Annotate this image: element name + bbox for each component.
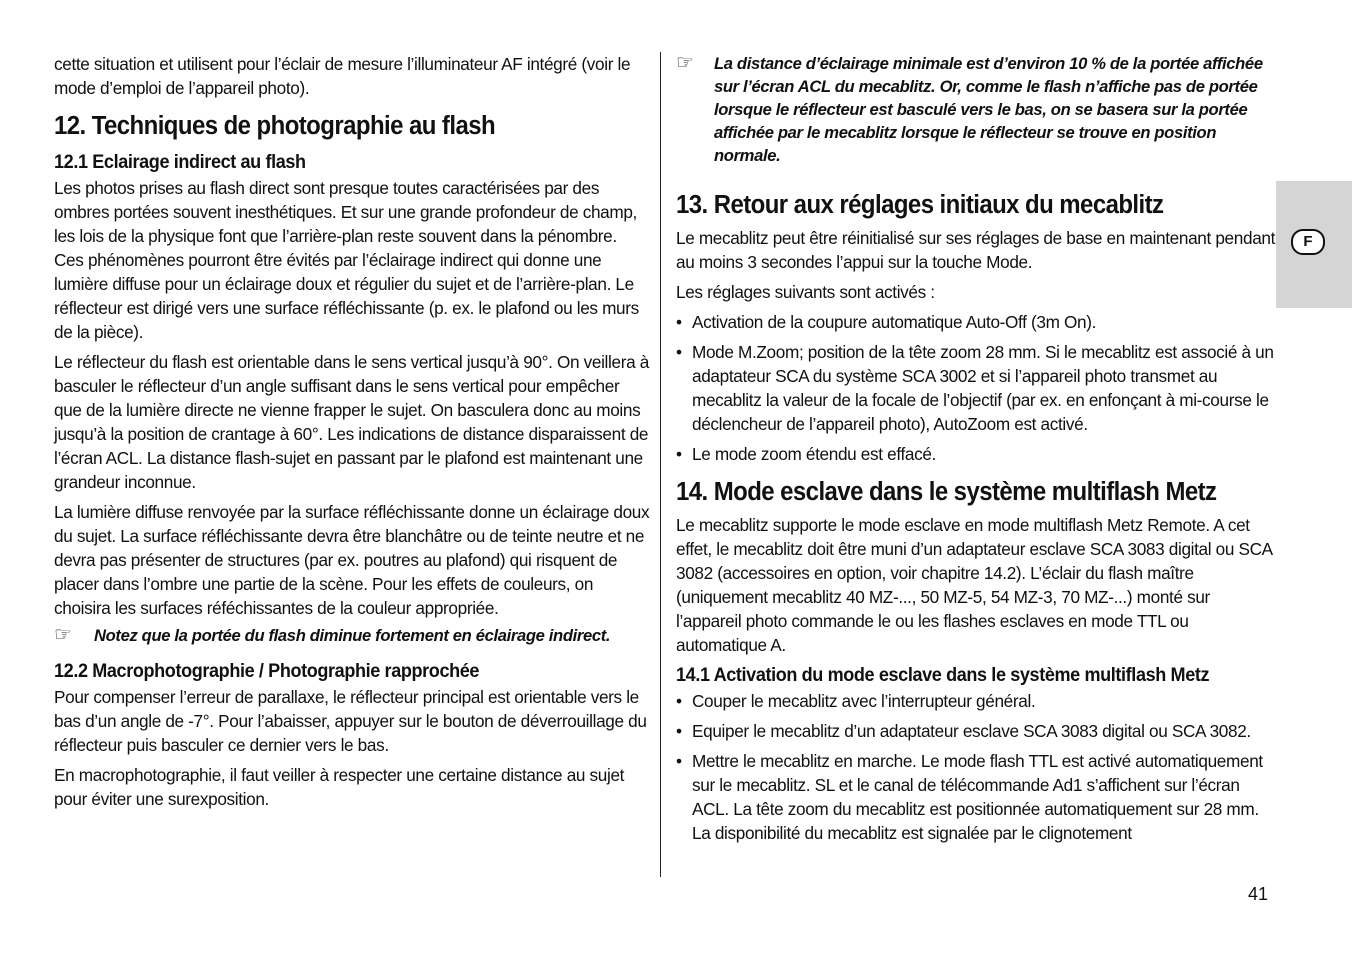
left-column — [54, 52, 650, 817]
note-minimum-distance — [676, 52, 1276, 167]
section-13-list — [676, 310, 1276, 466]
section-13-paragraph-2: Les réglages suivants sont activés : — [676, 282, 935, 302]
note-indirect-flash — [54, 624, 650, 647]
intro-paragraph: cette situation et utilisent pour l’éclair de mesure l’illuminateur AF intégré (voir le mode d’emploi de l’appareil photo). — [54, 54, 631, 98]
list-item: • Equiper le mecablitz d’un adaptateur esclave SCA 3083 digital ou SCA 3082. — [676, 719, 1276, 743]
section-12-2-paragraph-1: Pour compenser l’erreur de parallaxe, le réflecteur principal est orientable vers le bas d’un angle de -7°. Pour l’abaisser, appuyer sur le bouton de déverrouillage du réflecteur puis basculer ce dernier vers le bas. — [54, 687, 647, 755]
section-12-2-paragraph-2: En macrophotographie, il faut veiller à respecter une certaine distance au sujet pour éviter une surexposition. — [54, 765, 625, 809]
section-12-title: 12. Techniques de photographie au flash — [54, 112, 496, 140]
list-item: • Couper le mecablitz avec l’interrupteur général. — [676, 689, 1276, 713]
section-14-paragraph-1: Le mecablitz supporte le mode esclave en mode multiflash Metz Remote. A cet effet, le mecablitz doit être muni d’un adaptateur esclave SCA 3083 digital ou SCA 3082 (accessoires en option, voir chapitre 14.2). L’éclair du flash maître (uniquement mecablitz 40 MZ-..., 50 MZ-5, 54 MZ-3, 70 MZ-...) monté sur l’appareil photo commande le ou les flashes esclaves en mode TTL ou automatique A. — [676, 515, 1272, 655]
section-12-1-paragraph-2: Le réflecteur du flash est orientable dans le sens vertical jusqu’à 90°. On veillera à basculer le réflecteur d’un angle suffisant dans le sens vertical pour empêcher que de la lumière directe ne vienne frapper le sujet. On basculera donc au moins jusqu’à la position de crantage à 60°. Les indications de distance disparaissent de l’écran ACL. La distance flash-sujet en passant par le plafond est maintenant une grandeur inconnue. — [54, 352, 649, 492]
note-text: La distance d’éclairage minimale est d’environ 10 % de la portée affichée sur l’écran ACL du mecablitz. Or, comme le flash n’affiche pas de portée lorsque le réflecteur est basculé vers le bas, on se basera sur la portée affichée par le mecablitz lorsque le réflecteur se trouve en position normale. — [714, 54, 1263, 165]
column-divider — [660, 52, 661, 877]
section-12-1-paragraph-3: La lumière diffuse renvoyée par la surface réfléchissante donne un éclairage doux du sujet. La surface réfléchissante devra être blanchâtre ou de teinte neutre et ne devra pas présenter de structures (par ex. poutres au plafond) qui risquent de placer dans l’ombre une partie de la scène. Pour les effets de couleurs, on choisira les surfaces réféchissantes de la couleur appropriée. — [54, 502, 650, 618]
right-column — [676, 52, 1276, 851]
list-item: • Le mode zoom étendu est effacé. — [676, 442, 1276, 466]
list-item: • Mode M.Zoom; position de la tête zoom 28 mm. Si le mecablitz est associé à un adaptateur SCA du système SCA 3002 et si l’appareil photo transmet au mecablitz la valeur de la focale de l’objectif (par ex. en enfonçant à mi-course le déclencheur de l’appareil photo), AutoZoom est activé. — [676, 340, 1276, 436]
section-12-1-title: 12.1 Eclairage indirect au flash — [54, 152, 306, 173]
section-14-title: 14. Mode esclave dans le système multiflash Metz — [676, 478, 1217, 506]
list-item: • Mettre le mecablitz en marche. Le mode flash TTL est activé automatiquement sur le mecablitz. SL et le canal de télécommande Ad1 s’affichent sur l’écran ACL. La tête zoom du mecablitz est positionnée automatiquement sur 28 mm. La disponibilité du mecablitz est signalée par le clignotement — [676, 749, 1276, 845]
section-12-1-paragraph-1: Les photos prises au flash direct sont presque toutes caractérisées par des ombres portées souvent inesthétiques. Et sur une grande profondeur de champ, les lois de la physique font que l’arrière-plan reste souvent dans la pénombre. Ces phénomènes pourront être évités par l’éclairage indirect qui donne une lumière diffuse pour un éclairage doux et régulier du sujet et de l’arrière-plan. Le réflecteur est dirigé vers une surface réfléchissante (p. ex. le plafond ou les murs de la pièce). — [54, 178, 639, 342]
pointing-hand-icon: ☞ — [676, 52, 694, 74]
section-13-title: 13. Retour aux réglages initiaux du mecablitz — [676, 191, 1164, 219]
page-number: 41 — [1248, 884, 1269, 904]
language-badge: F — [1291, 229, 1325, 255]
language-tab — [1276, 181, 1352, 308]
section-12-2-title: 12.2 Macrophotographie / Photographie rapprochée — [54, 661, 480, 682]
pointing-hand-icon: ☞ — [54, 624, 72, 646]
section-14-1-title: 14.1 Activation du mode esclave dans le système multiflash Metz — [676, 665, 1210, 686]
section-13-paragraph-1: Le mecablitz peut être réinitialisé sur ses réglages de base en maintenant pendant au moins 3 secondes l’appui sur la touche Mode. — [676, 228, 1276, 272]
section-14-1-list — [676, 689, 1276, 845]
list-item: • Activation de la coupure automatique Auto-Off (3m On). — [676, 310, 1276, 334]
note-text: Notez que la portée du flash diminue fortement en éclairage indirect. — [94, 626, 611, 645]
